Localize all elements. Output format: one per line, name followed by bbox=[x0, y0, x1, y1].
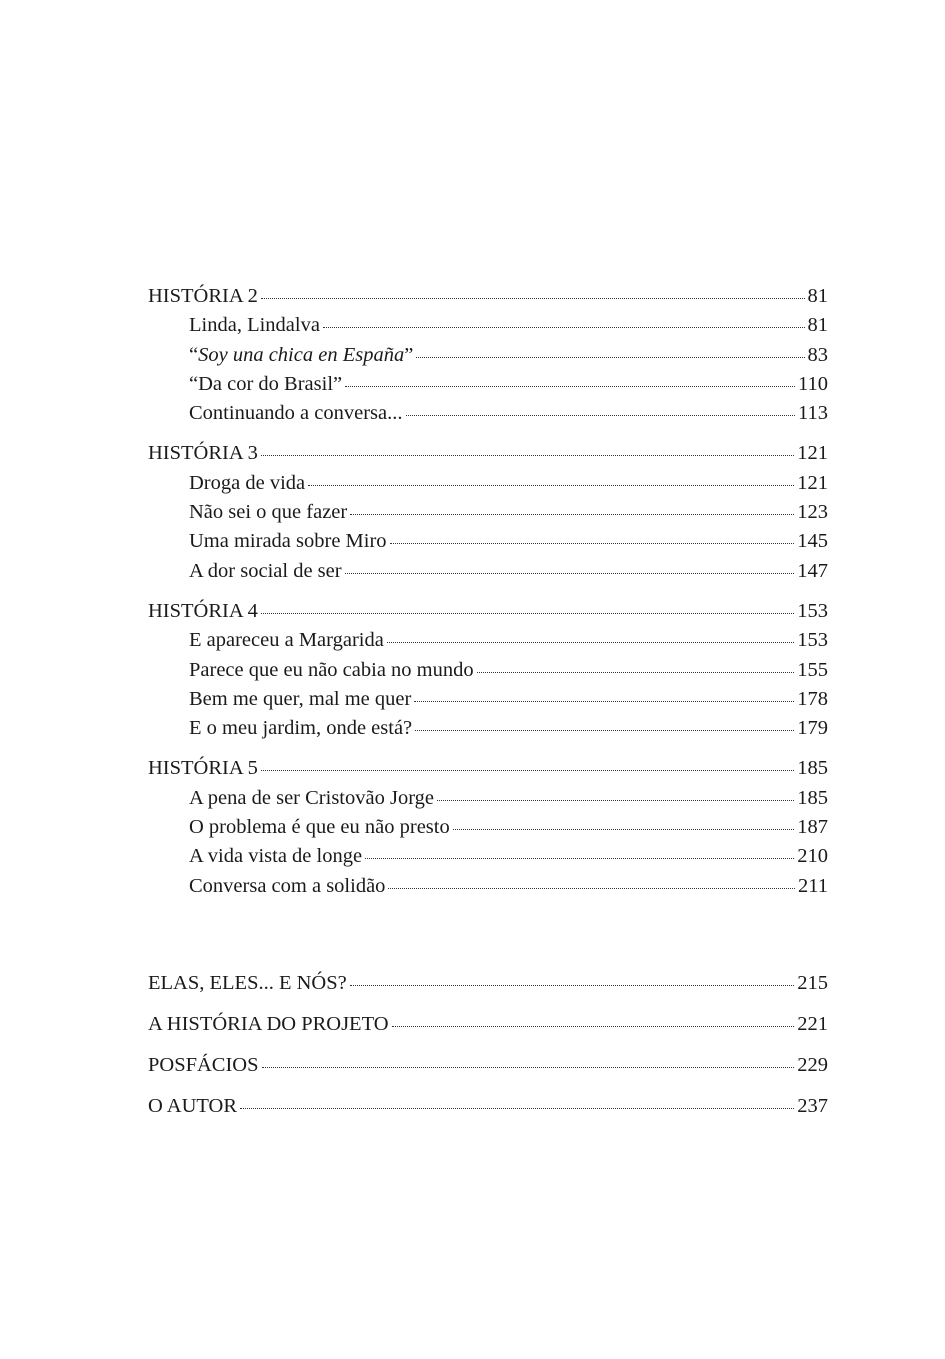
toc-chapter-row[interactable] bbox=[148, 754, 828, 783]
toc-entry-title: Conversa com a solidão bbox=[189, 874, 386, 897]
toc-entry-row[interactable] bbox=[148, 341, 828, 370]
toc-entry-title: Parece que eu não cabia no mundo bbox=[189, 658, 474, 681]
toc-page-number: 237 bbox=[797, 1094, 828, 1117]
dot-leader bbox=[477, 672, 795, 673]
toc-chapter-title: A HISTÓRIA DO PROJETO bbox=[148, 1012, 389, 1035]
toc-entry-row[interactable] bbox=[148, 842, 828, 871]
toc-page-number: 185 bbox=[797, 786, 828, 809]
toc-page-number: 155 bbox=[797, 658, 828, 681]
dot-leader bbox=[365, 858, 794, 859]
toc-entry-title: A vida vista de longe bbox=[189, 845, 363, 868]
dot-leader bbox=[415, 730, 794, 731]
toc-page-number: 81 bbox=[807, 285, 828, 307]
toc-page-number: 178 bbox=[797, 687, 828, 710]
open-quote: “ bbox=[189, 343, 199, 366]
toc-chapter-row[interactable] bbox=[148, 597, 828, 626]
toc-entry-title: Linda, Lindalva bbox=[189, 314, 320, 337]
toc-page-number: 83 bbox=[807, 343, 828, 366]
toc-entry-row[interactable] bbox=[148, 685, 828, 714]
toc-entry-row[interactable] bbox=[148, 469, 828, 498]
toc-chapter-row[interactable] bbox=[148, 963, 828, 1004]
dot-leader bbox=[261, 613, 794, 614]
toc-chapter-row[interactable] bbox=[148, 282, 828, 311]
toc-entry-row[interactable] bbox=[148, 399, 828, 428]
toc-page-number: 147 bbox=[797, 559, 828, 582]
toc-entry-title: Uma mirada sobre Miro bbox=[189, 530, 387, 553]
dot-leader bbox=[406, 415, 796, 416]
dot-leader bbox=[387, 642, 794, 643]
dot-leader bbox=[262, 1067, 795, 1068]
toc-chapter-row[interactable] bbox=[148, 439, 828, 468]
toc-entry-title-italic: Soy una chica en España bbox=[198, 343, 405, 366]
toc-section-historia-5 bbox=[148, 754, 828, 900]
toc-entry-title: Continuando a conversa... bbox=[189, 402, 403, 425]
toc-chapter-title: ELAS, ELES... E NÓS? bbox=[148, 971, 347, 994]
toc-section-historia-4 bbox=[148, 597, 828, 743]
toc-entry-row[interactable] bbox=[148, 311, 828, 340]
toc-section-historia-2 bbox=[148, 282, 828, 428]
close-quote: ” bbox=[404, 343, 414, 366]
toc-page-number: 110 bbox=[798, 372, 828, 395]
toc-page-number: 210 bbox=[797, 845, 828, 868]
dot-leader bbox=[345, 573, 795, 574]
toc-page-number: 229 bbox=[797, 1053, 828, 1076]
toc-entry-title: A pena de ser Cristovão Jorge bbox=[189, 786, 434, 809]
dot-leader bbox=[414, 701, 794, 702]
toc-entry-row[interactable] bbox=[148, 784, 828, 813]
toc-entry-row[interactable] bbox=[148, 872, 828, 901]
toc-chapter-title: HISTÓRIA 4 bbox=[148, 599, 258, 622]
toc-entry-title: Não sei o que fazer bbox=[189, 501, 348, 524]
toc-chapter-title: HISTÓRIA 2 bbox=[148, 285, 258, 307]
toc-chapter-title: POSFÁCIOS bbox=[148, 1053, 259, 1076]
toc-page-number: 113 bbox=[798, 402, 828, 425]
dot-leader bbox=[453, 829, 795, 830]
toc-page-number: 121 bbox=[797, 471, 828, 494]
dot-leader bbox=[390, 543, 795, 544]
dot-leader bbox=[261, 770, 794, 771]
toc-entry-row[interactable] bbox=[148, 498, 828, 527]
toc-page-number: 187 bbox=[797, 816, 828, 839]
toc-entry-title: Droga de vida bbox=[189, 471, 306, 494]
dot-leader bbox=[350, 514, 794, 515]
dot-leader bbox=[323, 327, 805, 328]
toc-chapter-title: O AUTOR bbox=[148, 1094, 238, 1117]
toc-entry-row[interactable] bbox=[148, 656, 828, 685]
toc-page-number: 179 bbox=[797, 717, 828, 740]
toc-page-number: 211 bbox=[798, 874, 828, 897]
toc-back-matter bbox=[148, 963, 828, 1127]
toc-section-historia-3 bbox=[148, 439, 828, 585]
toc-entry-title: A dor social de ser bbox=[189, 559, 342, 582]
toc-chapter-title: HISTÓRIA 5 bbox=[148, 757, 258, 780]
dot-leader bbox=[437, 800, 794, 801]
dot-leader bbox=[261, 455, 794, 456]
table-of-contents bbox=[148, 282, 828, 1127]
toc-entry-row[interactable] bbox=[148, 527, 828, 556]
dot-leader bbox=[308, 485, 794, 486]
toc-entry-title bbox=[189, 341, 413, 370]
toc-page-number: 81 bbox=[807, 314, 828, 337]
toc-chapter-row[interactable] bbox=[148, 1004, 828, 1045]
dot-leader bbox=[345, 386, 795, 387]
toc-page-number: 145 bbox=[797, 530, 828, 553]
dot-leader bbox=[392, 1026, 795, 1027]
toc-entry-row[interactable] bbox=[148, 557, 828, 586]
dot-leader bbox=[240, 1108, 794, 1109]
toc-entry-title: E apareceu a Margarida bbox=[189, 629, 384, 652]
toc-entry-row[interactable] bbox=[148, 813, 828, 842]
toc-entry-row[interactable] bbox=[148, 714, 828, 743]
toc-page-number: 153 bbox=[797, 599, 828, 622]
toc-page-number: 153 bbox=[797, 629, 828, 652]
toc-page-number: 215 bbox=[797, 971, 828, 994]
toc-page-number: 123 bbox=[797, 501, 828, 524]
dot-leader bbox=[388, 888, 795, 889]
toc-page-number: 221 bbox=[797, 1012, 828, 1035]
dot-leader bbox=[416, 357, 804, 358]
toc-entry-title: “Da cor do Brasil” bbox=[189, 372, 343, 395]
toc-entry-row[interactable] bbox=[148, 626, 828, 655]
toc-entry-title: Bem me quer, mal me quer bbox=[189, 687, 412, 710]
dot-leader bbox=[261, 298, 805, 299]
toc-chapter-row[interactable] bbox=[148, 1045, 828, 1086]
dot-leader bbox=[350, 985, 795, 986]
toc-entry-row[interactable] bbox=[148, 370, 828, 399]
toc-page-number: 121 bbox=[797, 442, 828, 465]
toc-entry-title: O problema é que eu não presto bbox=[189, 816, 450, 839]
toc-chapter-title: HISTÓRIA 3 bbox=[148, 442, 258, 465]
toc-page-number: 185 bbox=[797, 757, 828, 780]
toc-chapter-row[interactable] bbox=[148, 1086, 828, 1127]
toc-entry-title: E o meu jardim, onde está? bbox=[189, 717, 413, 740]
